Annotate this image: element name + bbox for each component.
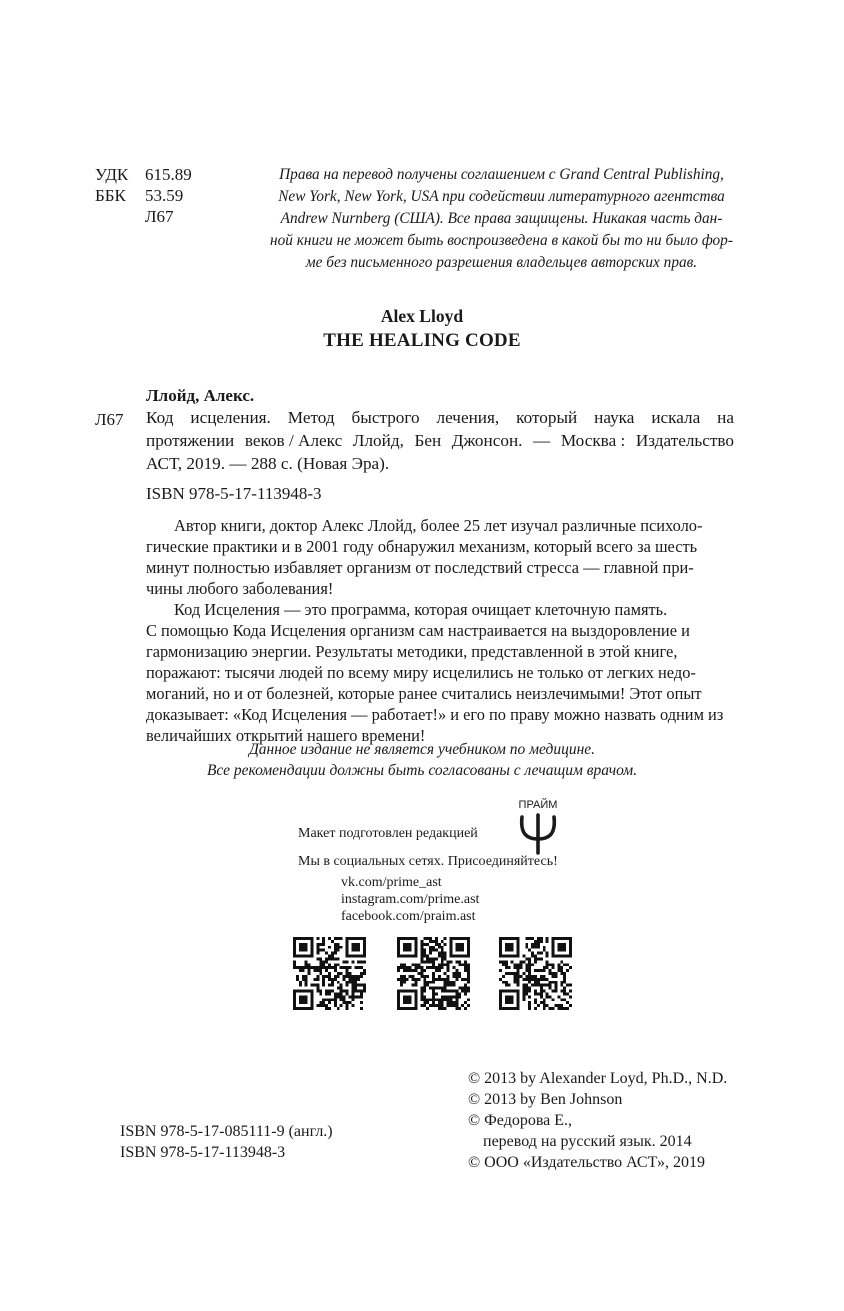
original-title: THE HEALING CODE [323,330,521,351]
copyright-block [468,1068,727,1173]
catalog-word: веков / Алекс [244,431,343,450]
annotation-line: величайших открытий нашего времени! [146,726,426,745]
catalog-author-heading: Ллойд, Алекс. [146,386,255,405]
copyright-line: © ООО «Издательство АСТ», 2019 [468,1154,705,1171]
annotation-line: Код Исцеления — это программа, которая очищает клеточную память. [174,600,668,619]
rights-notice [268,164,735,274]
annotation-line: С помощью Кода Исцеления организм сам настраивается на выздоровление и [146,621,690,640]
psi-icon [518,813,558,855]
social-links [341,874,479,925]
catalog-line-1 [146,406,734,429]
catalog-word: на [717,408,734,427]
annotation-line: гические практики и в 2001 году обнаружил механизм, который всего за шесть [146,537,698,556]
original-author: Alex Lloyd [380,306,464,326]
isbn-english: ISBN 978-5-17-085111-9 (англ.) [120,1123,333,1140]
catalog-word: который [516,408,578,427]
imprint-text: Макет подготовлен редакцией [298,826,478,841]
prime-logo [513,799,563,855]
copyright-line: © 2013 by Ben Johnson [468,1091,623,1108]
isbn-block [120,1121,333,1163]
catalog-word: Джонсон. [451,431,523,450]
catalog-code: Л67 [95,410,124,429]
author-mark-key [95,206,145,227]
vk-link[interactable]: vk.com/prime_ast [341,875,442,890]
social-intro: Мы в социальных сетях. Присоединяйтесь! [298,854,558,869]
classification-codes [95,164,192,227]
catalog-word: Бен [414,431,442,450]
copyright-line: © 2013 by Alexander Loyd, Ph.D., N.D. [468,1070,728,1087]
annotation-line: доказывает: «Код Исцеления — работает!» и его по праву можно назвать одним из [146,705,724,724]
annotation-line: моганий, но и от болезней, которые ранее считались неизлечимыми! Этот опыт [146,684,702,703]
catalog-description [146,406,734,475]
copyright-line: перевод на русский язык. 2014 [483,1133,692,1150]
annotation-line: поражают: тысячи людей по всему миру исцелились не только от легких недо- [146,663,696,682]
rights-line: Права на перевод получены соглашением с Grand Central Publishing, [279,166,724,183]
catalog-word: — [533,431,551,450]
catalog-line-2 [146,429,734,452]
qr-code-facebook[interactable] [499,937,572,1010]
bbk-key: ББК [95,186,126,205]
rights-line: ме без письменного разрешения владельцев авторских прав. [305,254,698,271]
catalog-word: Ллойд, [352,431,404,450]
isbn-russian: ISBN 978-5-17-113948-3 [120,1144,286,1161]
annotation-line: минут полностью избавляет организм от последствий стресса — главной при- [146,558,694,577]
qr-icon [293,937,366,1010]
annotation-line: гармонизацию энергии. Результаты методики, представленной в этой книге, [146,642,678,661]
logo-text: ПРАЙМ [518,799,558,811]
catalog-word: Издательство [635,431,734,450]
medical-notice [0,739,844,781]
rights-line: Andrew Nurnberg (США). Все права защищены. Никакая часть дан- [280,210,723,227]
udk-key: УДК [95,165,129,184]
qr-icon [397,937,470,1010]
catalog-word: Метод [287,408,335,427]
notice-line: Все рекомендации должны быть согласованы с лечащим врачом. [206,762,638,779]
catalog-word: искала [651,408,701,427]
catalog-word: исцеления. [190,408,271,427]
qr-icon [499,937,572,1010]
catalog-word: наука [594,408,635,427]
qr-code-vk[interactable] [293,937,366,1010]
instagram-link[interactable]: instagram.com/prime.ast [341,892,480,907]
bbk-row [95,185,192,206]
qr-code-instagram[interactable] [397,937,470,1010]
annotation [146,515,735,746]
copyright-line: © Федорова Е., [468,1112,573,1129]
rights-line: ной книги не может быть воспроизведена в какой бы то ни было фор- [270,232,733,249]
catalog-isbn: ISBN 978-5-17-113948-3 [146,484,322,503]
catalog-word: Москва : [560,431,626,450]
catalog-word: протяжении [146,431,235,450]
catalog-line-3: АСТ, 2019. — 288 с. (Новая Эра). [146,454,390,473]
author-mark-value: Л67 [145,207,174,226]
catalog-word: лечения, [436,408,500,427]
notice-line: Данное издание не является учебником по медицине. [248,741,596,758]
author-mark-row [95,206,192,227]
catalog-word: быстрого [351,408,420,427]
udk-value: 615.89 [145,165,192,184]
catalog-word: Код [146,408,174,427]
rights-line: New York, New York, USA при содействии литературного агентства [278,188,725,205]
udk-row [95,164,192,185]
bbk-value: 53.59 [145,186,184,205]
annotation-line: Автор книги, доктор Алекс Ллойд, более 25 лет изучал различные психоло- [174,516,703,535]
annotation-line: чины любого заболевания! [146,579,334,598]
facebook-link[interactable]: facebook.com/praim.ast [341,909,476,924]
